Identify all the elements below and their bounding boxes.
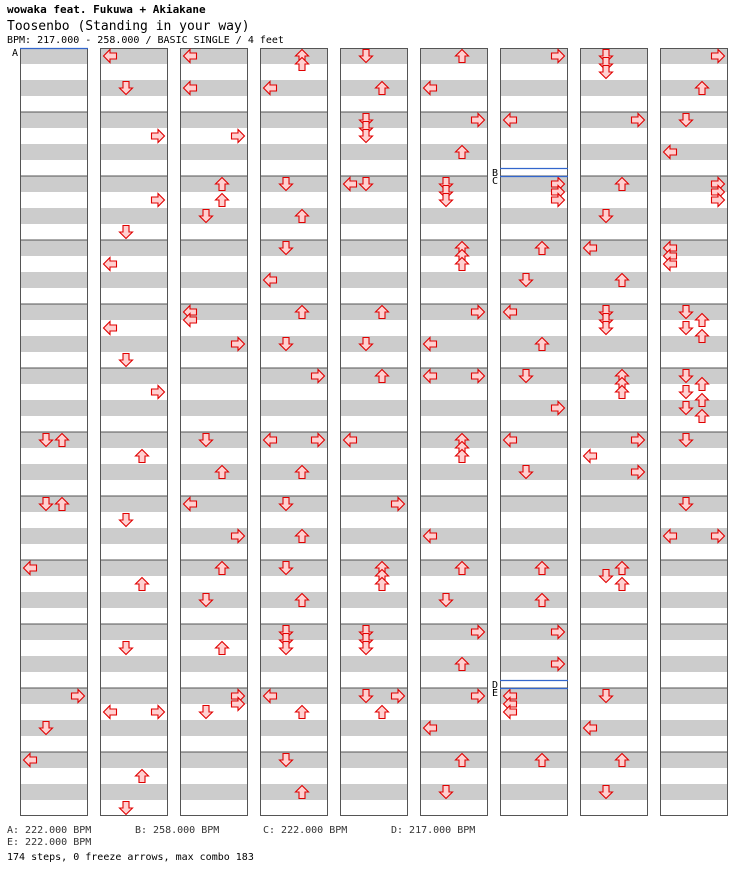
row-stripe bbox=[500, 560, 568, 576]
row-stripe bbox=[340, 112, 408, 128]
row-stripe bbox=[100, 592, 168, 608]
row-stripe bbox=[100, 624, 168, 640]
row-stripe bbox=[500, 464, 568, 480]
step-arrow-right-icon bbox=[152, 706, 165, 719]
row-stripe bbox=[100, 240, 168, 256]
row-stripe bbox=[660, 304, 728, 320]
row-stripe bbox=[20, 208, 88, 224]
row-stripe bbox=[180, 432, 248, 448]
row-stripe bbox=[20, 432, 88, 448]
step-arrow-down-icon bbox=[680, 386, 693, 399]
step-arrow-down-icon bbox=[600, 66, 613, 79]
row-stripe bbox=[660, 720, 728, 736]
row-stripe bbox=[100, 208, 168, 224]
row-stripe bbox=[20, 656, 88, 672]
row-stripe bbox=[580, 528, 648, 544]
row-stripe bbox=[260, 176, 328, 192]
row-stripe bbox=[340, 656, 408, 672]
row-stripe bbox=[260, 560, 328, 576]
row-stripe bbox=[20, 176, 88, 192]
step-arrow-right-icon bbox=[152, 130, 165, 143]
row-stripe bbox=[180, 400, 248, 416]
row-stripe bbox=[660, 624, 728, 640]
row-stripe bbox=[420, 272, 488, 288]
song-title: Toosenbo (Standing in your way) bbox=[7, 19, 250, 34]
row-stripe bbox=[420, 48, 488, 64]
step-arrow-up-icon bbox=[376, 578, 389, 591]
row-stripe bbox=[580, 176, 648, 192]
row-stripe bbox=[340, 272, 408, 288]
row-stripe bbox=[340, 240, 408, 256]
row-stripe bbox=[660, 784, 728, 800]
row-stripe bbox=[340, 368, 408, 384]
row-stripe bbox=[100, 432, 168, 448]
row-stripe bbox=[20, 624, 88, 640]
row-stripe bbox=[500, 784, 568, 800]
row-stripe bbox=[660, 80, 728, 96]
row-stripe bbox=[100, 528, 168, 544]
row-stripe bbox=[180, 592, 248, 608]
step-arrow-down-icon bbox=[120, 226, 133, 239]
row-stripe bbox=[580, 624, 648, 640]
row-stripe bbox=[660, 208, 728, 224]
row-stripe bbox=[340, 144, 408, 160]
row-stripe bbox=[20, 80, 88, 96]
row-stripe bbox=[660, 112, 728, 128]
step-arrow-right-icon bbox=[152, 386, 165, 399]
row-stripe bbox=[580, 688, 648, 704]
row-stripe bbox=[580, 272, 648, 288]
row-stripe bbox=[100, 304, 168, 320]
row-stripe bbox=[180, 208, 248, 224]
row-stripe bbox=[340, 528, 408, 544]
row-stripe bbox=[580, 336, 648, 352]
step-summary: 174 steps, 0 freeze arrows, max combo 183 bbox=[7, 852, 254, 863]
row-stripe bbox=[340, 400, 408, 416]
row-stripe bbox=[580, 80, 648, 96]
row-stripe bbox=[500, 368, 568, 384]
row-stripe bbox=[580, 208, 648, 224]
step-arrow-left-icon bbox=[104, 706, 117, 719]
row-stripe bbox=[660, 464, 728, 480]
row-stripe bbox=[580, 784, 648, 800]
row-stripe bbox=[20, 272, 88, 288]
row-stripe bbox=[260, 752, 328, 768]
step-arrow-down-icon bbox=[120, 642, 133, 655]
song-artist: wowaka feat. Fukuwa + Akiakane bbox=[7, 3, 206, 16]
row-stripe bbox=[420, 560, 488, 576]
row-stripe bbox=[660, 656, 728, 672]
row-stripe bbox=[100, 80, 168, 96]
step-arrow-up-icon bbox=[216, 642, 229, 655]
row-stripe bbox=[20, 112, 88, 128]
row-stripe bbox=[500, 144, 568, 160]
row-stripe bbox=[420, 240, 488, 256]
row-stripe bbox=[20, 304, 88, 320]
step-arrow-left-icon bbox=[584, 450, 597, 463]
step-arrow-up-icon bbox=[376, 706, 389, 719]
row-stripe bbox=[420, 208, 488, 224]
bpm-legend-c: C: 222.000 BPM bbox=[263, 825, 348, 836]
step-arrow-left-icon bbox=[104, 322, 117, 335]
row-stripe bbox=[100, 144, 168, 160]
bpm-legend-d: D: 217.000 BPM bbox=[391, 825, 476, 836]
bpm-marker-label: C bbox=[492, 176, 499, 187]
row-stripe bbox=[340, 784, 408, 800]
row-stripe bbox=[100, 464, 168, 480]
row-stripe bbox=[660, 432, 728, 448]
row-stripe bbox=[260, 784, 328, 800]
bpm-marker-label: B bbox=[492, 168, 499, 179]
step-arrow-up-icon bbox=[616, 386, 629, 399]
row-stripe bbox=[260, 400, 328, 416]
row-stripe bbox=[420, 496, 488, 512]
row-stripe bbox=[420, 464, 488, 480]
row-stripe bbox=[420, 784, 488, 800]
row-stripe bbox=[420, 656, 488, 672]
row-stripe bbox=[580, 656, 648, 672]
row-stripe bbox=[660, 560, 728, 576]
row-stripe bbox=[260, 304, 328, 320]
row-stripe bbox=[260, 656, 328, 672]
row-stripe bbox=[340, 592, 408, 608]
step-arrow-up-icon bbox=[216, 194, 229, 207]
row-stripe bbox=[20, 720, 88, 736]
row-stripe bbox=[20, 464, 88, 480]
row-stripe bbox=[420, 400, 488, 416]
row-stripe bbox=[340, 464, 408, 480]
row-stripe bbox=[660, 400, 728, 416]
step-arrow-down-icon bbox=[200, 706, 213, 719]
step-arrow-up-icon bbox=[136, 578, 149, 591]
row-stripe bbox=[580, 48, 648, 64]
row-stripe bbox=[500, 208, 568, 224]
row-stripe bbox=[260, 624, 328, 640]
row-stripe bbox=[340, 560, 408, 576]
row-stripe bbox=[260, 464, 328, 480]
row-stripe bbox=[20, 240, 88, 256]
row-stripe bbox=[20, 144, 88, 160]
row-stripe bbox=[260, 720, 328, 736]
row-stripe bbox=[260, 112, 328, 128]
row-stripe bbox=[580, 368, 648, 384]
step-arrow-down-icon bbox=[120, 514, 133, 527]
row-stripe bbox=[260, 208, 328, 224]
row-stripe bbox=[100, 272, 168, 288]
row-stripe bbox=[260, 240, 328, 256]
row-stripe bbox=[260, 144, 328, 160]
row-stripe bbox=[100, 112, 168, 128]
step-arrow-down-icon bbox=[360, 642, 373, 655]
row-stripe bbox=[340, 208, 408, 224]
row-stripe bbox=[100, 688, 168, 704]
row-stripe bbox=[100, 784, 168, 800]
row-stripe bbox=[180, 720, 248, 736]
row-stripe bbox=[100, 656, 168, 672]
row-stripe bbox=[420, 176, 488, 192]
row-stripe bbox=[500, 592, 568, 608]
row-stripe bbox=[180, 656, 248, 672]
bpm-marker-label: A bbox=[12, 48, 19, 59]
row-stripe bbox=[420, 432, 488, 448]
row-stripe bbox=[20, 496, 88, 512]
row-stripe bbox=[660, 752, 728, 768]
row-stripe bbox=[500, 720, 568, 736]
row-stripe bbox=[100, 368, 168, 384]
row-stripe bbox=[260, 592, 328, 608]
row-stripe bbox=[100, 560, 168, 576]
row-stripe bbox=[100, 752, 168, 768]
row-stripe bbox=[660, 688, 728, 704]
row-stripe bbox=[340, 752, 408, 768]
row-stripe bbox=[340, 336, 408, 352]
bpm-marker-label: D bbox=[492, 680, 499, 691]
row-stripe bbox=[580, 752, 648, 768]
row-stripe bbox=[660, 592, 728, 608]
row-stripe bbox=[340, 80, 408, 96]
row-stripe bbox=[340, 720, 408, 736]
row-stripe bbox=[340, 48, 408, 64]
row-stripe bbox=[260, 496, 328, 512]
row-stripe bbox=[180, 144, 248, 160]
row-stripe bbox=[20, 336, 88, 352]
row-stripe bbox=[500, 496, 568, 512]
row-stripe bbox=[580, 400, 648, 416]
row-stripe bbox=[20, 368, 88, 384]
step-arrow-up-icon bbox=[456, 258, 469, 271]
step-arrow-down-icon bbox=[600, 322, 613, 335]
row-stripe bbox=[500, 336, 568, 352]
row-stripe bbox=[180, 272, 248, 288]
step-arrow-up-icon bbox=[296, 706, 309, 719]
row-stripe bbox=[500, 272, 568, 288]
row-stripe bbox=[580, 496, 648, 512]
step-arrow-down-icon bbox=[120, 354, 133, 367]
step-arrow-up-icon bbox=[616, 578, 629, 591]
step-arrow-down-icon bbox=[280, 642, 293, 655]
row-stripe bbox=[20, 592, 88, 608]
row-stripe bbox=[180, 240, 248, 256]
row-stripe bbox=[420, 752, 488, 768]
step-arrow-right-icon bbox=[232, 130, 245, 143]
bpm-marker-label: E bbox=[492, 688, 499, 699]
row-stripe bbox=[180, 368, 248, 384]
row-stripe bbox=[180, 176, 248, 192]
row-stripe bbox=[340, 624, 408, 640]
row-stripe bbox=[580, 144, 648, 160]
step-arrow-right-icon bbox=[152, 194, 165, 207]
row-stripe bbox=[260, 528, 328, 544]
row-stripe bbox=[500, 752, 568, 768]
row-stripe bbox=[660, 336, 728, 352]
row-stripe bbox=[500, 80, 568, 96]
row-stripe bbox=[580, 560, 648, 576]
row-stripe bbox=[420, 144, 488, 160]
row-stripe bbox=[340, 304, 408, 320]
step-arrow-left-icon bbox=[104, 258, 117, 271]
step-arrow-up-icon bbox=[136, 770, 149, 783]
row-stripe bbox=[180, 560, 248, 576]
row-stripe bbox=[100, 496, 168, 512]
row-stripe bbox=[180, 464, 248, 480]
step-arrow-down-icon bbox=[680, 322, 693, 335]
row-stripe bbox=[500, 528, 568, 544]
row-stripe bbox=[660, 272, 728, 288]
row-stripe bbox=[580, 592, 648, 608]
row-stripe bbox=[180, 752, 248, 768]
bpm-legend-a: A: 222.000 BPM bbox=[7, 825, 92, 836]
row-stripe bbox=[260, 48, 328, 64]
row-stripe bbox=[100, 176, 168, 192]
row-stripe bbox=[100, 400, 168, 416]
step-arrow-up-icon bbox=[456, 450, 469, 463]
row-stripe bbox=[20, 784, 88, 800]
row-stripe bbox=[20, 400, 88, 416]
row-stripe bbox=[500, 240, 568, 256]
row-stripe bbox=[180, 784, 248, 800]
row-stripe bbox=[660, 496, 728, 512]
row-stripe bbox=[580, 304, 648, 320]
chart-meta: BPM: 217.000 - 258.000 / BASIC SINGLE / 4 feet bbox=[7, 35, 284, 46]
bpm-legend-e: E: 222.000 BPM bbox=[7, 837, 92, 848]
row-stripe bbox=[100, 336, 168, 352]
row-stripe bbox=[180, 112, 248, 128]
step-arrow-down-icon bbox=[440, 194, 453, 207]
row-stripe bbox=[420, 592, 488, 608]
row-stripe bbox=[100, 720, 168, 736]
row-stripe bbox=[20, 48, 88, 64]
step-arrow-down-icon bbox=[120, 802, 133, 815]
step-arrow-up-icon bbox=[136, 450, 149, 463]
row-stripe bbox=[20, 528, 88, 544]
bpm-legend-b: B: 258.000 BPM bbox=[135, 825, 220, 836]
row-stripe bbox=[260, 336, 328, 352]
row-stripe bbox=[180, 624, 248, 640]
step-arrow-down-icon bbox=[360, 130, 373, 143]
row-stripe bbox=[660, 368, 728, 384]
